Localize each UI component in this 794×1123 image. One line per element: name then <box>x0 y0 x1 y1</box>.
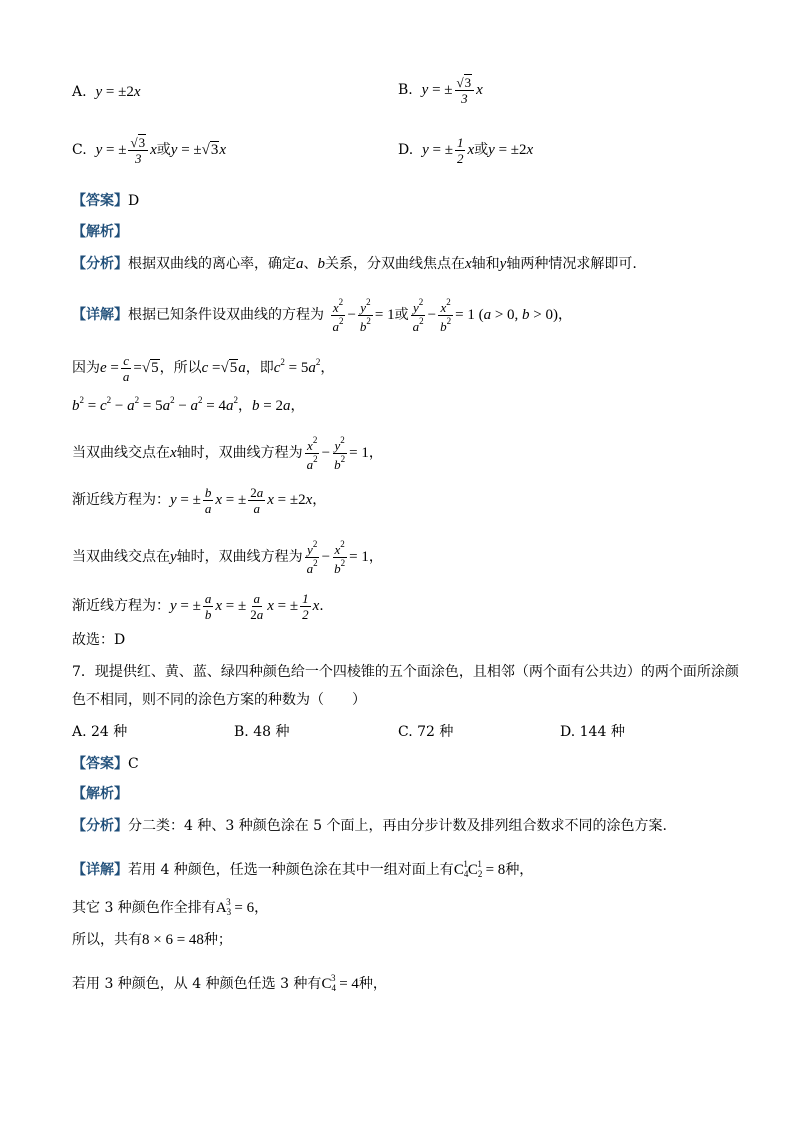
q6-answer-line <box>72 191 139 211</box>
option-a <box>72 82 141 102</box>
analysis-tag: 【解析】 <box>72 786 128 802</box>
q7-fenxi-line: 【分析】分二类：4 种、3 种颜色涂在 5 个面上，再由分步计数及排列组合数求不同的涂色方案. <box>72 818 667 834</box>
q7-line4: 若用 3 种颜色，从 4 种颜色任选 3 种有$C_4^3 = 4$种， <box>72 973 387 993</box>
option-d: D. y = ± $\frac{1}{2}$ x或y = ±2x <box>398 135 534 166</box>
q7-line2: 其它 3 种颜色作全排有$A_3^3 = 6$， <box>72 897 269 917</box>
q7-option-c: C. 72 种 <box>398 724 454 740</box>
q7-option-b: B. 48 种 <box>234 724 290 740</box>
option-a-formula: y = ±2x <box>95 84 141 100</box>
option-a-label: A. <box>72 84 87 100</box>
q7-option-d: D. 144 种 <box>560 724 625 740</box>
q6-b-line: $b^2 = c^2 - a^2 = 5a^2 - a^2 = 4a^2$，b = 2a， <box>72 395 305 414</box>
answer-tag: 【答案】 <box>72 193 128 209</box>
q7-analysis-line <box>72 784 128 804</box>
q7-option-a: A. 24 种 <box>72 724 128 740</box>
option-c-label: C. <box>72 141 87 158</box>
hyperbola-equations: $\frac{x^2}{a^2}$ − $\frac{y^2}{b^2}$ = 1 <box>332 297 395 334</box>
q7-detail-line: 【详解】若用 4 种颜色，任选一种颜色涂在其中一组对面上有$C_4^1C_2^1 = 8$种， <box>72 859 534 879</box>
detail-tag: 【详解】 <box>72 862 128 878</box>
q7-stem-line1: 7．现提供红、黄、蓝、绿四种颜色给一个四棱锥的五个面涂色，且相邻（两个面有公共边）的两个面所涂颜 <box>72 664 739 680</box>
answer-tag: 【答案】 <box>72 756 128 772</box>
analysis-tag: 【解析】 <box>72 224 128 240</box>
option-b <box>398 76 483 105</box>
q6-eccentricity-line: 因为e = $\frac{c}{a}$ =√5，所以c =√5a，即$c^2 = 5a^2$， <box>72 353 335 385</box>
option-d-label: D. <box>398 141 414 158</box>
option-c: C. y = ± $\frac{√3}{3}$ x或y = ±√3x <box>72 135 227 166</box>
fenxi-tag: 【分析】 <box>72 818 128 834</box>
q6-fenxi-line: 【分析】根据双曲线的离心率，确定a、b关系，分双曲线焦点在x轴和y轴两种情况求解即可. <box>72 256 637 272</box>
answer-value: C <box>128 756 139 772</box>
q6-case-x-line: 当双曲线交点在x轴时，双曲线方程为 $\frac{x^2}{a^2}$ − $\frac{y^2}{b^2}$ = 1， <box>72 435 383 472</box>
option-b-label: B. <box>398 81 413 98</box>
q6-detail-line: 【详解】根据已知条件设双曲线的方程为 $\frac{x^2}{a^2}$ − $\frac{y^2}{b^2}$ = 1或 $\frac{y^2}{a^2}$ − $\frac{x^2}{b^2}$ = 1 (a > 0, b > 0)， <box>72 297 573 334</box>
q6-asym-x-line: 渐近线方程为：y = ± $\frac{b}{a}$ x = ± $\frac{2a}{a}$ x = ±2x， <box>72 485 327 516</box>
q7-line3: 所以，共有8 × 6 = 48种； <box>72 932 232 948</box>
answer-value: D <box>128 193 140 209</box>
q7-answer-line <box>72 754 139 774</box>
option-b-formula: y = ± $\frac{√3}{3}$ x <box>421 75 483 106</box>
detail-tag: 【详解】 <box>72 306 128 323</box>
option-d-formula: y = ± $\frac{1}{2}$ x <box>422 135 475 166</box>
q6-analysis-line <box>72 222 128 242</box>
q6-case-y-line: 当双曲线交点在y轴时，双曲线方程为 $\frac{y^2}{a^2}$ − $\frac{x^2}{b^2}$ = 1， <box>72 539 383 576</box>
fenxi-tag: 【分析】 <box>72 256 128 272</box>
q6-asym-y-line: 渐近线方程为：y = ± $\frac{a}{b}$ x = ± $\frac{a}{2a}$ x = ± $\frac{1}{2}$ x. <box>72 591 324 622</box>
q7-stem-line2: 色不相同，则不同的涂色方案的种数为（ ） <box>72 692 366 708</box>
q6-choose-line: 故选：D <box>72 632 126 648</box>
option-c-formula: y = ± $\frac{√3}{3}$ x <box>95 135 157 166</box>
